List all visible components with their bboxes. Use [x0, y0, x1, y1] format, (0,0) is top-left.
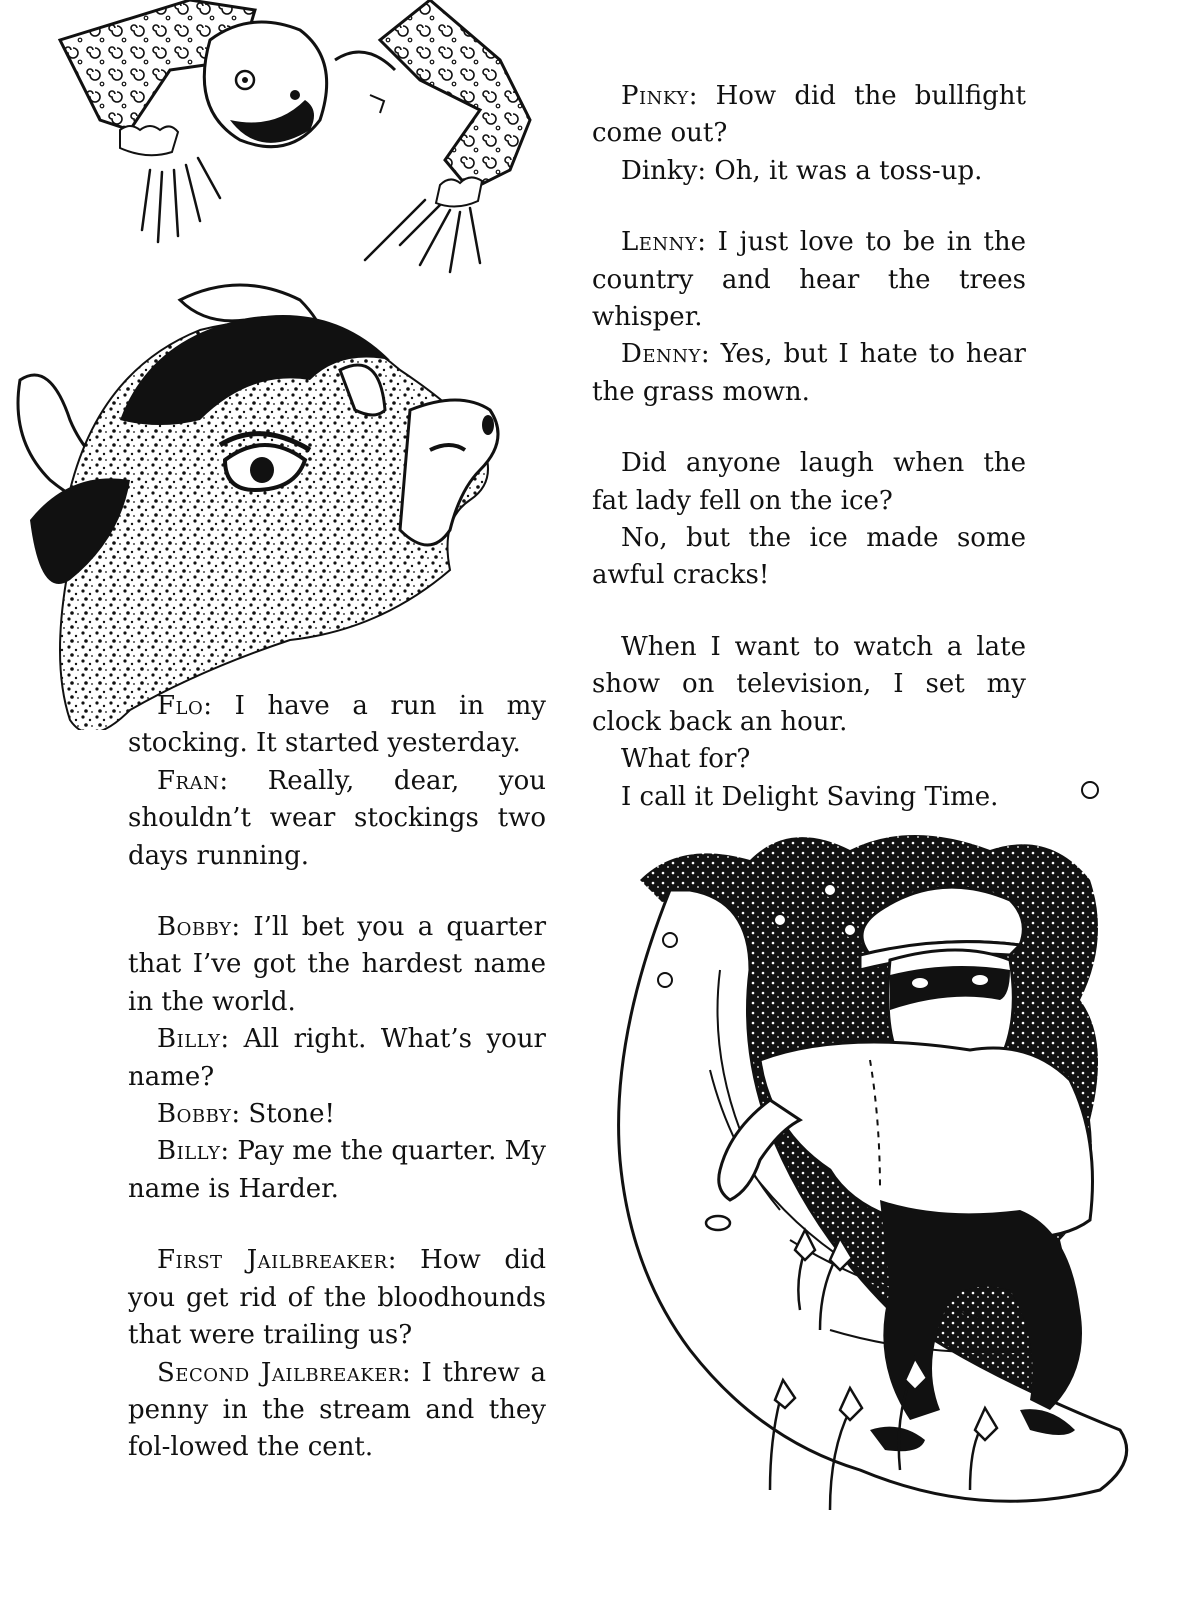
joke-line — [592, 520, 1026, 595]
joke-line — [592, 336, 1026, 411]
speaker-name: Bobby — [157, 912, 232, 943]
speaker-name: Billy — [157, 1024, 221, 1055]
joke-text: : How did you get rid of the bloodhounds that were trailing us? — [128, 1245, 546, 1351]
joke-line — [592, 779, 1026, 816]
joke-text: I call it Delight Saving Time. — [621, 781, 999, 812]
joke-text: : How did the bullfight come out? — [592, 81, 1026, 149]
joke-line — [128, 1133, 546, 1208]
joke-text: : Yes, but I hate to hear the grass mown. — [592, 339, 1026, 407]
speaker-name: Bobby — [157, 1099, 232, 1130]
matador-illustration — [40, 0, 540, 300]
left-column-jokes — [128, 688, 546, 1467]
joke-text: What for? — [621, 744, 751, 775]
speaker-name: Lenny — [621, 227, 698, 258]
joke-text: : All right. What’s your name? — [128, 1024, 546, 1092]
joke-text: When I want to watch a late show on television, I set my clock back an hour. — [592, 631, 1026, 737]
joke-line — [592, 153, 1026, 190]
joke-text: : I’ll bet you a quarter that I’ve got the hardest name in the world. — [128, 912, 546, 1017]
joke-line — [128, 688, 546, 763]
speaker-name: Fran — [157, 765, 220, 796]
joke-text: : I threw a penny in the stream and they fol-lowed the cent. — [128, 1357, 546, 1463]
joke-line — [128, 909, 546, 1021]
speaker-name: Pinky — [621, 81, 689, 111]
joke-text: : Pay me the quarter. My name is Harder. — [128, 1136, 546, 1204]
right-column-jokes — [592, 78, 1026, 816]
joke-line — [128, 1096, 546, 1133]
speaker-name: Billy — [157, 1136, 221, 1167]
joke-text: : Really, dear, you shouldn’t wear stockings two days running. — [128, 765, 546, 871]
joke-text: No, but the ice made some awful cracks! — [592, 523, 1026, 591]
joke-text: : I have a run in my stocking. It started yesterday. — [128, 691, 546, 759]
joke-line — [128, 763, 546, 875]
joke-text: Dinky: Oh, it was a toss-up. — [621, 155, 983, 186]
joke-line — [128, 1355, 546, 1467]
joke-line — [128, 1021, 546, 1096]
speaker-name: Denny — [621, 339, 701, 370]
joke-text: Did anyone laugh when the fat lady fell on the ice? — [592, 448, 1026, 516]
joke-line — [592, 445, 1026, 520]
joke-line — [128, 1242, 546, 1354]
speaker-name: Flo — [157, 691, 204, 721]
burglar-illustration — [570, 770, 1140, 1560]
speaker-name: First Jailbreaker — [157, 1245, 388, 1276]
bull-head-illustration — [10, 280, 520, 730]
joke-text: : Stone! — [231, 1099, 335, 1130]
joke-line — [592, 224, 1026, 336]
joke-line — [592, 741, 1026, 778]
joke-text: : I just love to be in the country and hear the trees whisper. — [592, 227, 1026, 333]
joke-line — [592, 78, 1026, 153]
joke-line — [592, 629, 1026, 741]
speaker-name: Second Jailbreaker — [157, 1357, 402, 1388]
